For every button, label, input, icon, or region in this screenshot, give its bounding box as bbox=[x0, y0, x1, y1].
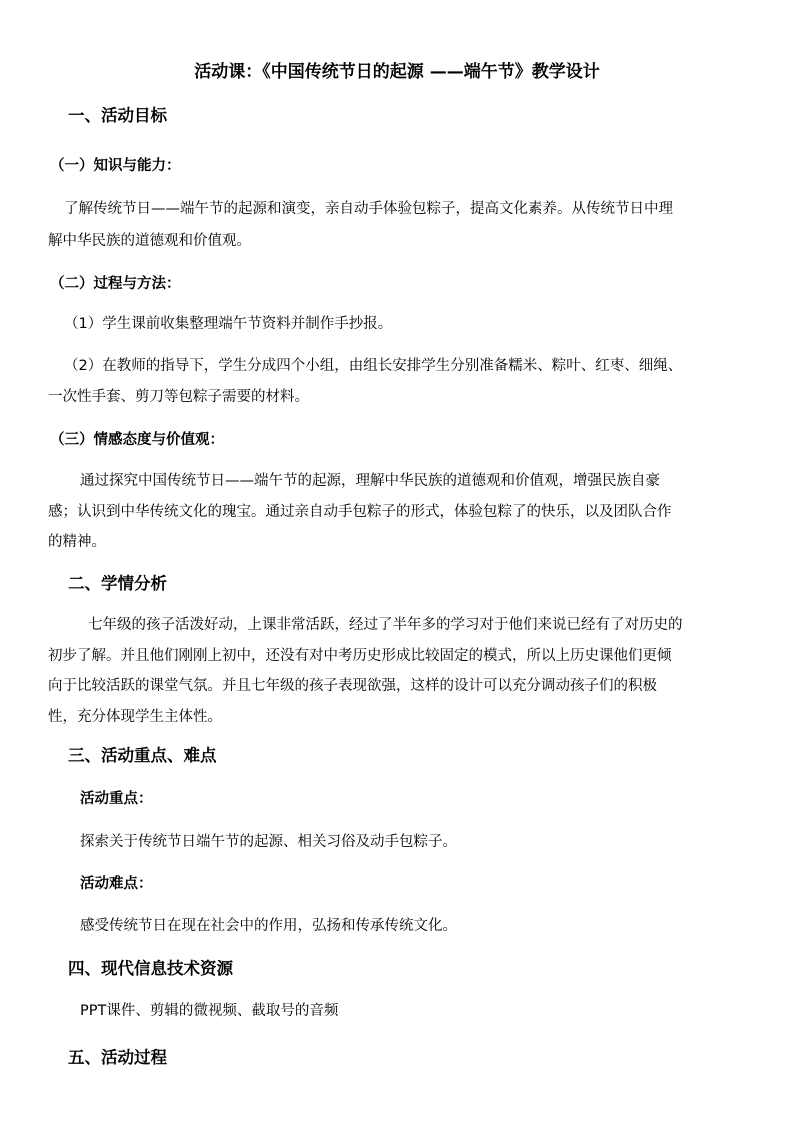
section-heading-process: 五、活动过程 bbox=[68, 1048, 167, 1067]
difficulty-label: 活动难点： bbox=[80, 876, 153, 892]
difficulty-text: 感受传统节日在现在社会中的作用，弘扬和传承传统文化。 bbox=[80, 918, 457, 934]
paragraph-line: 感；认识到中华传统文化的瑰宝。通过亲自动手包粽子的形式，体验包粽了的快乐，以及团队合作 bbox=[48, 504, 672, 520]
list-item-continuation: 一次性手套、剪刀等包粽子需要的材料。 bbox=[48, 389, 309, 405]
paragraph-line: 向于比较活跃的课堂气氛。并且七年级的孩子表现欲强，这样的设计可以充分调动孩子们的积极 bbox=[48, 678, 657, 694]
list-item: （2）在教师的指导下，学生分成四个小组，由组长安排学生分别准备糯米、粽叶、红枣、细绳、 bbox=[64, 358, 683, 374]
section-heading-key-points: 三、活动重点、难点 bbox=[68, 746, 217, 765]
paragraph-line: 通过探究中国传统节日——端午节的起源，理解中华民族的道德观和价值观，增强民族自豪 bbox=[80, 473, 660, 489]
section-heading-objectives: 一、活动目标 bbox=[68, 106, 167, 125]
resources-text: PPT课件、剪辑的微视频、截取号的音频 bbox=[80, 1003, 339, 1019]
focus-text: 探索关于传统节日端午节的起源、相关习俗及动手包粽子。 bbox=[80, 834, 457, 850]
focus-label: 活动重点： bbox=[80, 791, 153, 807]
document-title: 活动课：《中国传统节日的起源 ——端午节》教学设计 bbox=[194, 62, 600, 82]
paragraph-line: 性，充分体现学生主体性。 bbox=[48, 709, 222, 725]
section-heading-analysis: 二、学情分析 bbox=[68, 574, 167, 593]
paragraph-line: 初步了解。并且他们刚刚上初中，还没有对中考历史形成比较固定的模式，所以上历史课他们更倾 bbox=[48, 648, 672, 664]
paragraph-line: 七年级的孩子活泼好动，上课非常活跃，经过了半年多的学习对于他们来说已经有了对历史的 bbox=[88, 617, 683, 633]
list-item: （1）学生课前收集整理端午节资料并制作手抄报。 bbox=[64, 316, 393, 332]
paragraph-line: 解中华民族的道德观和价值观。 bbox=[48, 233, 251, 249]
paragraph-line: 的精神。 bbox=[48, 534, 106, 550]
subheading-knowledge-ability: （一）知识与能力： bbox=[50, 158, 181, 174]
paragraph-line: 了解传统节日——端午节的起源和演变，亲自动手体验包粽子，提高文化素养。从传统节日中理 bbox=[64, 201, 673, 217]
subheading-emotion-values: （三）情感态度与价值观： bbox=[50, 432, 224, 448]
subheading-process-method: （二）过程与方法： bbox=[50, 276, 181, 292]
section-heading-resources: 四、现代信息技术资源 bbox=[68, 959, 233, 978]
